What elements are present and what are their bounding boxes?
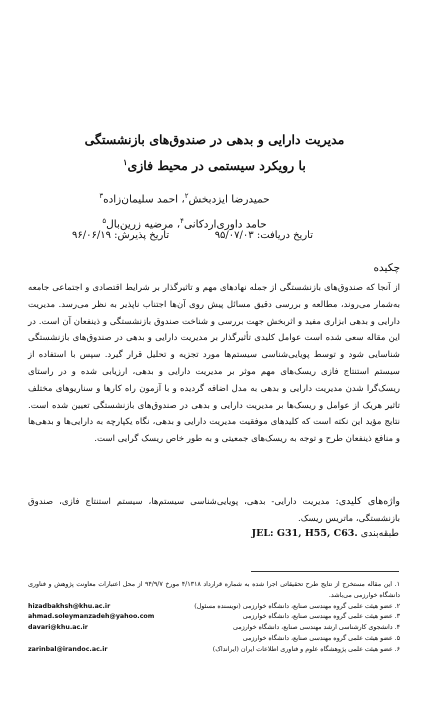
footnote-5 xyxy=(28,634,400,645)
footnote-1: ۱. این مقاله مستخرج از نتایج طرح تحقیقاتی اجرا شده به شماره قرارداد ۴/۱۳۱۸ مورخ ۹۴/۹/۷ از محل اعتبارات معاونت پژوهش و فناوری دانشگاه خوارزمی می‌باشد. xyxy=(28,581,400,599)
date-line xyxy=(72,230,313,241)
jel-classification xyxy=(40,528,399,539)
footnote-2 xyxy=(28,602,400,613)
footnote-3-email: ahmad.soleymanzadeh@yahoo.com xyxy=(28,613,155,621)
author-mark: ۲ xyxy=(184,192,189,200)
footnote-5-text: ۵. عضو هیئت علمی گروه مهندسی صنایع، دانشگاه خوارزمی xyxy=(242,634,400,642)
author-line-1 xyxy=(40,186,329,211)
title-line-2 xyxy=(40,151,389,177)
keywords-label: واژه‌های کلیدی: xyxy=(335,496,400,507)
abstract-heading: چکیده xyxy=(373,262,400,274)
author-name: حمیدرضا ایزدبخش xyxy=(188,193,270,206)
accepted-date: تاریخ پذیرش: ۹۶/۰۶/۱۹ xyxy=(72,230,170,241)
keywords xyxy=(28,494,400,527)
footnote-6 xyxy=(28,645,400,656)
author-separator: ، xyxy=(173,218,181,230)
keywords-text: مدیریت دارایی- بدهی، پویایی‌شناسی سیستم‌ها، سیستم استنتاج فازی، صندوق بازنشستگی، ماتریس ریسک. xyxy=(28,497,400,524)
footnote-2-text: ۲. عضو هیئت علمی گروه مهندسی صنایع، دانشگاه خوارزمی (نویسنده مسئول) xyxy=(194,602,400,610)
title-footnote-mark: ۱ xyxy=(123,157,128,167)
author-separator: ، xyxy=(178,193,185,206)
footnote-4-email: davari@khu.ac.ir xyxy=(28,624,88,632)
footnotes xyxy=(28,580,400,656)
author-mark: ۴ xyxy=(180,216,184,225)
jel-codes: JEL: G31, H55, C63. xyxy=(251,528,358,539)
footnote-divider xyxy=(251,571,399,572)
footnote-4-text: ۴. دانشجوی کارشناسی ارشد مهندسی صنایع، دانشگاه خوارزمی xyxy=(232,624,400,632)
author-mark: ۵ xyxy=(102,216,107,225)
footnote-3-text: ۳. عضو هیئت علمی گروه مهندسی صنایع، دانشگاه خوارزمی xyxy=(242,613,400,621)
footnote-2-email: hizadbakhsh@khu.ac.ir xyxy=(28,602,111,610)
title-line-1: مدیریت دارایی و بدهی در صندوق‌های بازنشستگی xyxy=(84,132,345,147)
author-name: مرضیه زرین‌بال xyxy=(106,218,174,230)
author-mark: ۳ xyxy=(99,192,104,200)
title-line-2-text: با رویکرد سیستمی در محیط فازی xyxy=(127,158,306,174)
footnote-4 xyxy=(28,623,400,634)
footnote-6-text: ۶. عضو هیئت علمی پژوهشگاه علوم و فناوری اطلاعات ایران (ایرانداک) xyxy=(212,645,400,653)
abstract-body: از آنجا که صندوق‌های بازنشستگی از جمله نهادهای مهم و تاثیرگذار بر شرایط اقتصادی و اجتماعی جامعه به‌شمار می‌روند، مطالعه و بررسی دقیق مسائل پیش روی آن‌ها اجتناب ناپذیر به نظر می‌رسد. مدیریت دارایی و بدهی ابزاری مفید و اثربخش جهت بررسی و شناخت صندوق بازنشستگی و ذینفعان آن است. در این مقاله سعی شده است عوامل کلیدی تأثیرگذار بر مدیریت دارایی و بدهی در صندوق‌های بازنشستگی شناسایی شود و توسط پویایی‌شناسی سیستم‌ها مورد تجزیه و تحلیل قرار گیرد. سپس با استفاده از سیستم استنتاج فازی ریسک‌های مهم موثر بر مدیریت دارایی و بدهی، ارزیابی شده و در راستای ریسک‌گرا شدن مدیریت دارایی و بدهی به مدل اضافه گردیده و با آزمون راه کارها و سناریوهای مختلف تاثیر هریک از عوامل و ریسک‌ها بر مدیریت دارایی و بدهی در صندوق‌های بازنشستگی تعیین شده است. نتایج مؤید این نکته است که کلیدهای موفقیت مدیریت دارایی و بدهی، نگاه یکپارچه به دارایی‌ها و بدهی‌ها و منافع ذینفعان طرح و توجه به ریسک‌های جمعیتی و به طور خاص ریسک گرایی است. xyxy=(28,283,400,445)
jel-label: طبقه‌بندی xyxy=(357,528,399,539)
author-name: حامد داوری‌اردکانی xyxy=(183,218,267,230)
author-name: احمد سلیمان‌زاده xyxy=(103,193,178,206)
paper-title xyxy=(40,128,389,177)
received-date: تاریخ دریافت: ۹۵/۰۷/۰۳ xyxy=(214,230,313,241)
author-list xyxy=(40,186,329,235)
footnote-6-email: zarinbal@irandoc.ac.ir xyxy=(28,645,108,653)
footnote-3 xyxy=(28,612,400,623)
